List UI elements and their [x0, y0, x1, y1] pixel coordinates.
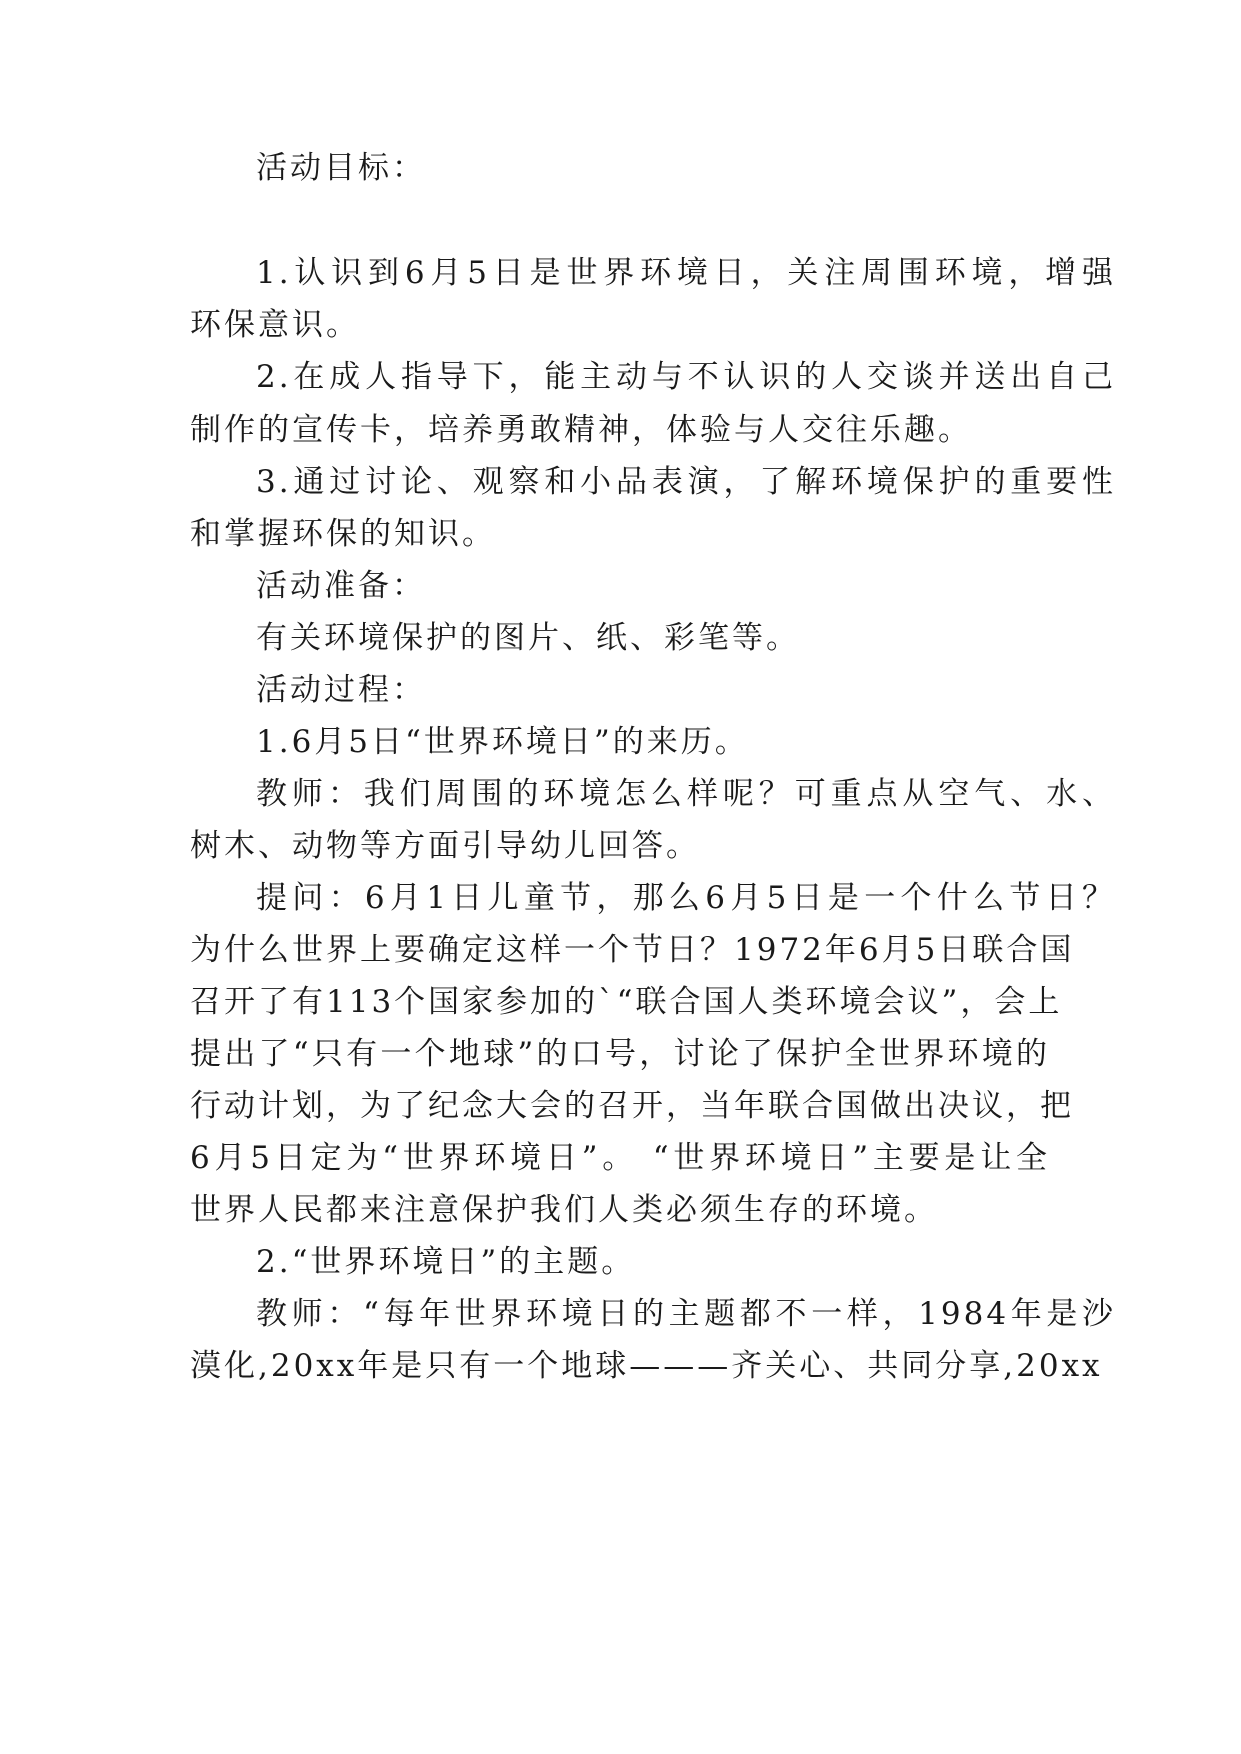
question-line-4: 提出了“只有一个地球”的口号，讨论了保护全世界环境的 [190, 1036, 1050, 1072]
question-line-3: 召开了有113个国家参加的`“联合国人类环境会议”，会上 [190, 984, 1063, 1020]
heading-activity-preparation: 活动准备： [256, 568, 426, 604]
goal-1-line-2: 环保意识。 [190, 307, 360, 343]
step-2-title: 2.“世界环境日”的主题。 [256, 1244, 636, 1280]
goal-3-line-2: 和掌握环保的知识。 [190, 516, 496, 552]
preparation-text: 有关环境保护的图片、纸、彩笔等。 [256, 620, 800, 656]
teacher-2-line-2: 漠化,20xx年是只有一个地球———齐关心、共同分享,20xx [190, 1348, 1103, 1384]
question-line-7: 世界人民都来注意保护我们人类必须生存的环境。 [190, 1192, 938, 1228]
question-line-5: 行动计划，为了纪念大会的召开，当年联合国做出决议，把 [190, 1088, 1074, 1124]
goal-2-line-1: 2.在成人指导下，能主动与不认识的人交谈并送出自己 [256, 359, 1116, 395]
teacher-2-line-1: 教师：“每年世界环境日的主题都不一样，1984年是沙 [256, 1296, 1116, 1332]
heading-activity-goals: 活动目标： [256, 150, 426, 186]
heading-activity-process: 活动过程： [256, 672, 426, 708]
teacher-1-line-1: 教师：我们周围的环境怎么样呢？可重点从空气、水、 [256, 776, 1116, 812]
step-1-title: 1.6月5日“世界环境日”的来历。 [256, 724, 749, 760]
question-line-1: 提问：6月1日儿童节，那么6月5日是一个什么节日？ [256, 880, 1116, 916]
goal-1-line-1: 1.认识到6月5日是世界环境日，关注周围环境，增强 [256, 255, 1116, 291]
question-line-2: 为什么世界上要确定这样一个节日？1972年6月5日联合国 [190, 932, 1075, 968]
question-line-6: 6月5日定为“世界环境日”。 “世界环境日”主要是让全 [190, 1140, 1050, 1176]
goal-3-line-1: 3.通过讨论、观察和小品表演，了解环境保护的重要性 [256, 464, 1116, 500]
goal-2-line-2: 制作的宣传卡，培养勇敢精神，体验与人交往乐趣。 [190, 412, 972, 448]
teacher-1-line-2: 树木、动物等方面引导幼儿回答。 [190, 828, 700, 864]
